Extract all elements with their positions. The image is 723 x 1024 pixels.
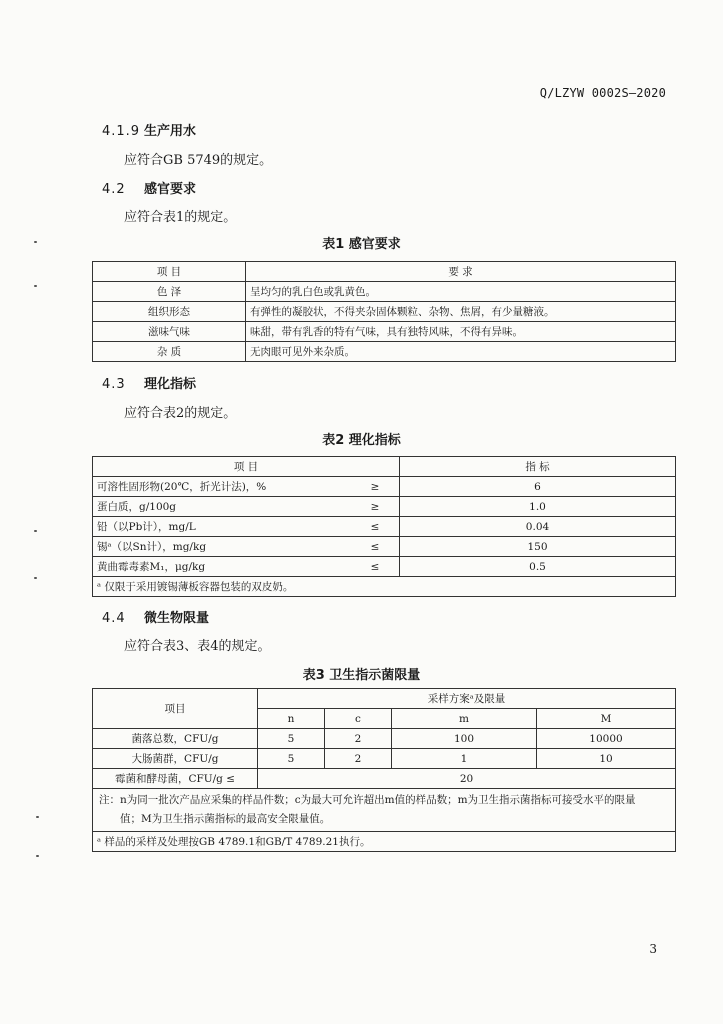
document-code: Q/LZYW 0002S—2020 [539,86,666,100]
table-row [93,769,676,789]
header-m: m [392,709,537,729]
row-value: 20 [258,769,676,789]
table-row [93,537,676,557]
row-operator: ≥ [351,477,400,497]
table-note-line: 值；M为卫生指示菌指标的最高安全限量值。 [120,813,331,825]
row-label: 滋味气味 [93,322,246,342]
row-label: 杂 质 [93,342,246,362]
page-number: 3 [649,942,657,956]
row-operator: ≤ [351,517,400,537]
scan-speck [34,530,37,532]
row-value: 0.5 [400,557,676,577]
row-M: 10000 [537,729,676,749]
table-row [93,342,676,362]
scan-speck [34,241,37,243]
row-label: 组织形态 [93,302,246,322]
row-operator: ≤ [351,557,400,577]
table-header-row [93,262,676,282]
row-c: 2 [325,749,392,769]
row-m: 1 [392,749,537,769]
section-text-4-4: 应符合表3、表4的规定。 [124,639,271,654]
row-value: 有弹性的凝胶状，不得夹杂固体颗粒、杂物、焦屑，有少量糖液。 [246,302,676,322]
table1-caption: 表1 感官要求 [322,237,401,252]
row-value: 味甜，带有乳香的特有气味，具有独特风味，不得有异味。 [246,322,676,342]
table-hygiene-indicator-limits [92,688,676,852]
row-value: 呈均匀的乳白色或乳黄色。 [246,282,676,302]
table-row [93,302,676,322]
row-value: 150 [400,537,676,557]
row-value: 无肉眼可见外来杂质。 [246,342,676,362]
scan-speck [34,577,37,579]
section-heading-4-3 [102,373,196,392]
table3-caption: 表3 卫生指示菌限量 [302,668,421,683]
section-number: 4.2 [102,182,126,197]
row-label: 铅（以Pb计），mg/L [93,517,352,537]
table-footnote: ᵃ 仅限于采用镀锡薄板容器包装的双皮奶。 [93,577,676,597]
header-item: 项目 [93,689,258,729]
table-footnote-row [93,577,676,597]
header-index: 指 标 [400,457,676,477]
header-item: 项 目 [93,262,246,282]
row-value: 0.04 [400,517,676,537]
row-label: 锡ᵃ（以Sn计），mg/kg [93,537,352,557]
table2-caption: 表2 理化指标 [322,433,401,448]
row-n: 5 [258,749,325,769]
row-value: 1.0 [400,497,676,517]
scan-speck [36,816,39,818]
section-number: 4.3 [102,377,126,392]
table-header-row [93,689,676,709]
section-title: 理化指标 [144,377,197,392]
row-m: 100 [392,729,537,749]
section-number: 4.4 [102,611,126,626]
table-footnote-row [93,832,676,852]
header-sampling-plan: 采样方案ᵃ及限量 [258,689,676,709]
table-sensory-requirements [92,261,676,362]
section-text-4-3: 应符合表2的规定。 [124,406,237,421]
table-row [93,497,676,517]
row-label: 霉菌和酵母菌，CFU/g ≤ [93,769,258,789]
scan-speck [34,285,37,287]
row-label: 色 泽 [93,282,246,302]
section-number: 4.1.9 [102,124,141,139]
header-M: M [537,709,676,729]
row-c: 2 [325,729,392,749]
row-label: 黄曲霉毒素M₁，μg/kg [93,557,352,577]
table-physicochemical [92,456,676,597]
row-n: 5 [258,729,325,749]
section-text-4-2: 应符合表1的规定。 [124,210,237,225]
table-note-row [93,789,676,832]
header-item: 项 目 [93,457,400,477]
row-operator: ≥ [351,497,400,517]
section-heading-4-4 [102,607,209,626]
table-row [93,729,676,749]
table-header-row [93,457,676,477]
table-row [93,517,676,537]
table-row [93,282,676,302]
row-label: 菌落总数，CFU/g [93,729,258,749]
table-footnote: ᵃ 样品的采样及处理按GB 4789.1和GB/T 4789.21执行。 [93,832,676,852]
row-operator: ≤ [351,537,400,557]
header-c: c [325,709,392,729]
section-title: 微生物限量 [144,611,210,626]
row-value: 6 [400,477,676,497]
section-title: 感官要求 [144,182,197,197]
row-M: 10 [537,749,676,769]
row-label: 大肠菌群，CFU/g [93,749,258,769]
table-note-line: 注：n为同一批次产品应采集的样品件数；c为最大可允许超出m值的样品数；m为卫生指示菌指标可接受水平的限量 [99,794,636,806]
table-note [93,789,676,832]
table-row [93,557,676,577]
row-label: 可溶性固形物(20℃，折光计法)，% [93,477,352,497]
table-row [93,477,676,497]
scan-speck [36,855,39,857]
header-requirement: 要 求 [246,262,676,282]
table-row [93,322,676,342]
header-n: n [258,709,325,729]
row-label: 蛋白质，g/100g [93,497,352,517]
section-heading-4-2 [102,178,196,197]
section-heading-4-1-9 [102,120,196,139]
section-title: 生产用水 [144,124,197,139]
section-text-4-1-9: 应符合GB 5749的规定。 [124,153,273,168]
table-row [93,749,676,769]
